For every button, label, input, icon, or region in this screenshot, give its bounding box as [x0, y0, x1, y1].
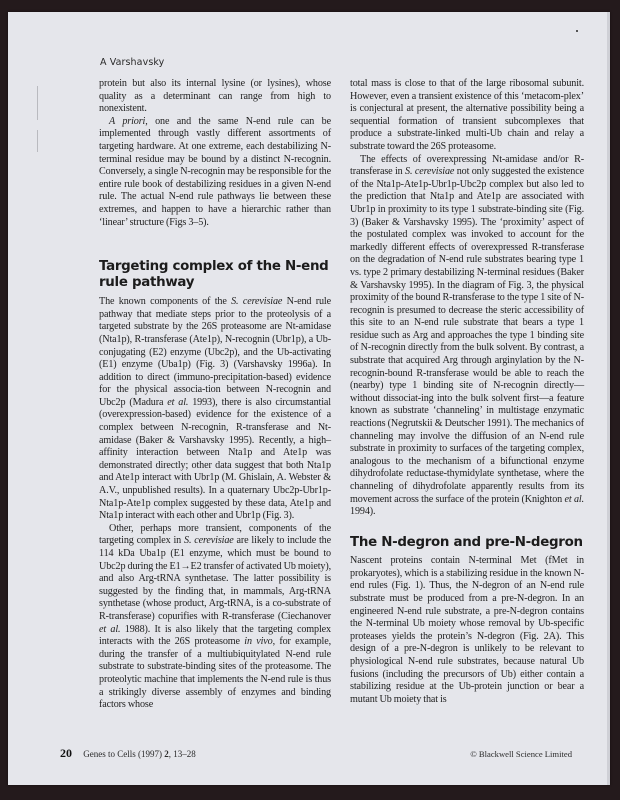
- paragraph: [99, 296, 331, 523]
- text-run: N-end rule pathway that mediate steps prior to the proteolysis of a targeted substrate by the 26S proteasome are Nt-amidase (Nta1p), R-transferase (Ate1p), N-recognin (Ubr1p), a Ub-conjugating (E2) enzyme (Ubc2p), and the Ub-activating (E1) enzyme (Uba1p) (Fig. 3) (Varshavsky 1996a). In addition to direct (immuno-precipitation-based) evidence for the physical associa-tion between N-recognin and Ubc2p (Madura: [99, 296, 331, 408]
- left-paragraphs-after: [99, 296, 331, 712]
- margin-binding-mark: [37, 130, 38, 152]
- paragraph: [99, 78, 331, 116]
- text-run: Nascent proteins contain N-terminal Met (fMet in prokaryotes), which is a stabilizing residue in the known N-end rules (Fig. 1). Thus, the N-degron of an N-end rule substrate must be produced from a pre-N-degron. In an engineered N-end rule substrate, a pre-N-degron contains the N-terminal Ub moiety whose removal by Ub-specific proteases yields the protein’s N-degron (Fig. 2A). This design of a pre-N-degron is unlikely to be relevant to physiological N-end rule substrates, because natural Ub fusions (including the precursors of Ub) either contain a stabilizing residue at the Ub-protein junction or bear a mutant Ub moiety that is: [350, 555, 584, 705]
- text-run: Other, perhaps more transient, components of the targeting complex in: [99, 522, 331, 547]
- text-run: not only suggested the existence of the Nta1p-Ate1p-Ubr1p-Ubc2p complex but also led to the prediction that Nta1p and Ate1p are associated with Ubr1p in proximity to its type 1 substrate-binding site (Fig. 3) (Baker & Varshavsky 1995). The ‘proximity’ aspect of the postulated complex was invoked to account for the markedly different effects of overexpressed R-transferase on the degradation of N-end rule substrates bearing type 1 vs. type 2 primary destabilizing N-terminal residues (Baker & Varshavsky 1995). In the diagram of Fig. 3, the physical proximity of the bound R-transferase to the type 1 site of N-recognin is presumed to decrease the steric accessibility of this site to an N-end rule substrate that bears a type 1 residue such as Arg and approaches the type 1 binding site of N-recognin directly from the bulk solvent. By contrast, a substrate that acquired Arg through arginylation by the N-recognin-bound R-transferase would be able to reach the (nearby) type 1 binding site of N-recognin directly—without dissociat-ing into the bulk solvent first—a feature known as substrate ‘channeling’ in multistage enzymatic reactions (Negrutskii & Deutscher 1991). The mechanics of channeling may involve the diffusion of an N-end rule substrate in proximity to surfaces of the targeting complex, analogous to the mechanism of a bifunctional enzyme dihydrofolate reductase-thymidylate synthetase, where the channeling of dihydrofolate apparently results from its movement across the surface of the protein (Knighton: [350, 166, 584, 505]
- text-run: 1988). It is also likely that the targeting complex interacts with the 26S proteasome: [99, 623, 331, 648]
- left-paragraphs-before: [99, 78, 331, 229]
- journal-year: (1997): [138, 749, 162, 759]
- page-speck: [576, 30, 578, 32]
- journal-page: [8, 12, 610, 785]
- text-run: The effects of overexpressing Nt-amidase and/or R-transferase in: [350, 153, 584, 178]
- italic-text: et al.: [167, 396, 189, 408]
- section-heading-n-degron: The N-degron and pre-N-degron: [350, 534, 583, 550]
- right-paragraphs-after: [350, 555, 584, 706]
- text-run: total mass is close to that of the large ribosomal subunit. However, even a transient existence of this ‘metacom-plex’ is conjectural at present, the alternative possibility being a sequential formation of transient subcomplexes that produce a substrate-linked multi-Ub chain and relay a substrate toward the 26S proteasome.: [350, 78, 584, 152]
- italic-text: A priori: [109, 115, 146, 127]
- running-head: A Varshavsky: [100, 57, 165, 68]
- journal-name: Genes to Cells: [83, 749, 136, 759]
- page-edge: [607, 12, 610, 785]
- paragraph: [99, 116, 331, 229]
- copyright-notice: © Blackwell Science Limited: [470, 749, 572, 759]
- right-column: [350, 78, 584, 730]
- italic-text: in vivo: [244, 636, 273, 648]
- italic-text: et al.: [99, 623, 121, 635]
- text-run: , for example, during the transfer of a multiubiquitylated N-end rule substrate to substrate-binding sites of the proteasome. The proteolytic machine that implements the N-end rule is thus a strikingly diverse assembly of enzymes and binding factors whose: [99, 636, 332, 711]
- section-heading-targeting-complex: Targeting complex of the N-end rule pathway: [99, 259, 329, 290]
- text-run: protein but also its internal lysine (or lysines), whose quality as a determinant can range from high to nonexistent.: [99, 78, 331, 115]
- paragraph: [350, 154, 584, 519]
- right-paragraphs-before: [350, 78, 584, 519]
- text-run: The known components of the: [99, 296, 232, 308]
- paragraph: [99, 523, 331, 712]
- journal-volume: 2: [164, 749, 169, 759]
- paragraph: [350, 78, 584, 154]
- text-run: 1994).: [350, 506, 376, 518]
- italic-text: et al.: [564, 493, 584, 505]
- paragraph: [350, 555, 584, 706]
- footer-citation: [60, 746, 196, 761]
- page-number: 20: [60, 746, 72, 760]
- italic-text: S. cerevisiae: [231, 296, 283, 308]
- text-run: 1993), there is also circumstantial (overexpression-based) evidence for the existence of a complex between N-recognin, R-transferase and Nt-amidase (Baker & Varshavsky 1995). Recently, a high–affinity interaction between Nta1p and Ate1p was demonstrated directly; other data suggest that both Nta1p and Ate1p interact with Ubr1p (M. Ghislain, A. Webster & A.V., unpublished results). In a quaternary Ubc2p-Ubr1p-Nta1p-Ate1p complex suggested by these data, Ate1p and Nta1p interact with each other and Ubr1p (Fig. 3).: [99, 396, 331, 522]
- text-run: are likely to include the 114 kDa Uba1p (E1 enzyme, which must be bound to Ubc2p during the E1→E2 transfer of activated Ub moiety), and also Arg-tRNA synthetase. The latter possibility is suggested by the finding that, in mammals, Arg-tRNA synthetase (whose product, Arg-tRNA, is a co-substrate of R-transferase) copurifies with R-transferase (Ciechanover: [99, 535, 331, 622]
- left-column: [99, 78, 331, 730]
- journal-pages: , 13–28: [168, 749, 196, 759]
- italic-text: S. cerevisiae: [405, 166, 455, 178]
- margin-binding-mark: [37, 86, 38, 120]
- italic-text: S. cerevisiae: [184, 535, 234, 547]
- text-run: , one and the same N-end rule can be implemented through vastly different assortments of targeting hardware. At one extreme, each destabilizing N-terminal residue may be bound by a distinct N-recognin. Conversely, a single N-recognin may be responsible for the entire rule book of destabilizing residues in a given N-end rule. The actual N-end rule pathways lie between these extremes, and happen to have a hierarchic rather than ‘linear’ structure (Figs 3–5).: [99, 115, 331, 228]
